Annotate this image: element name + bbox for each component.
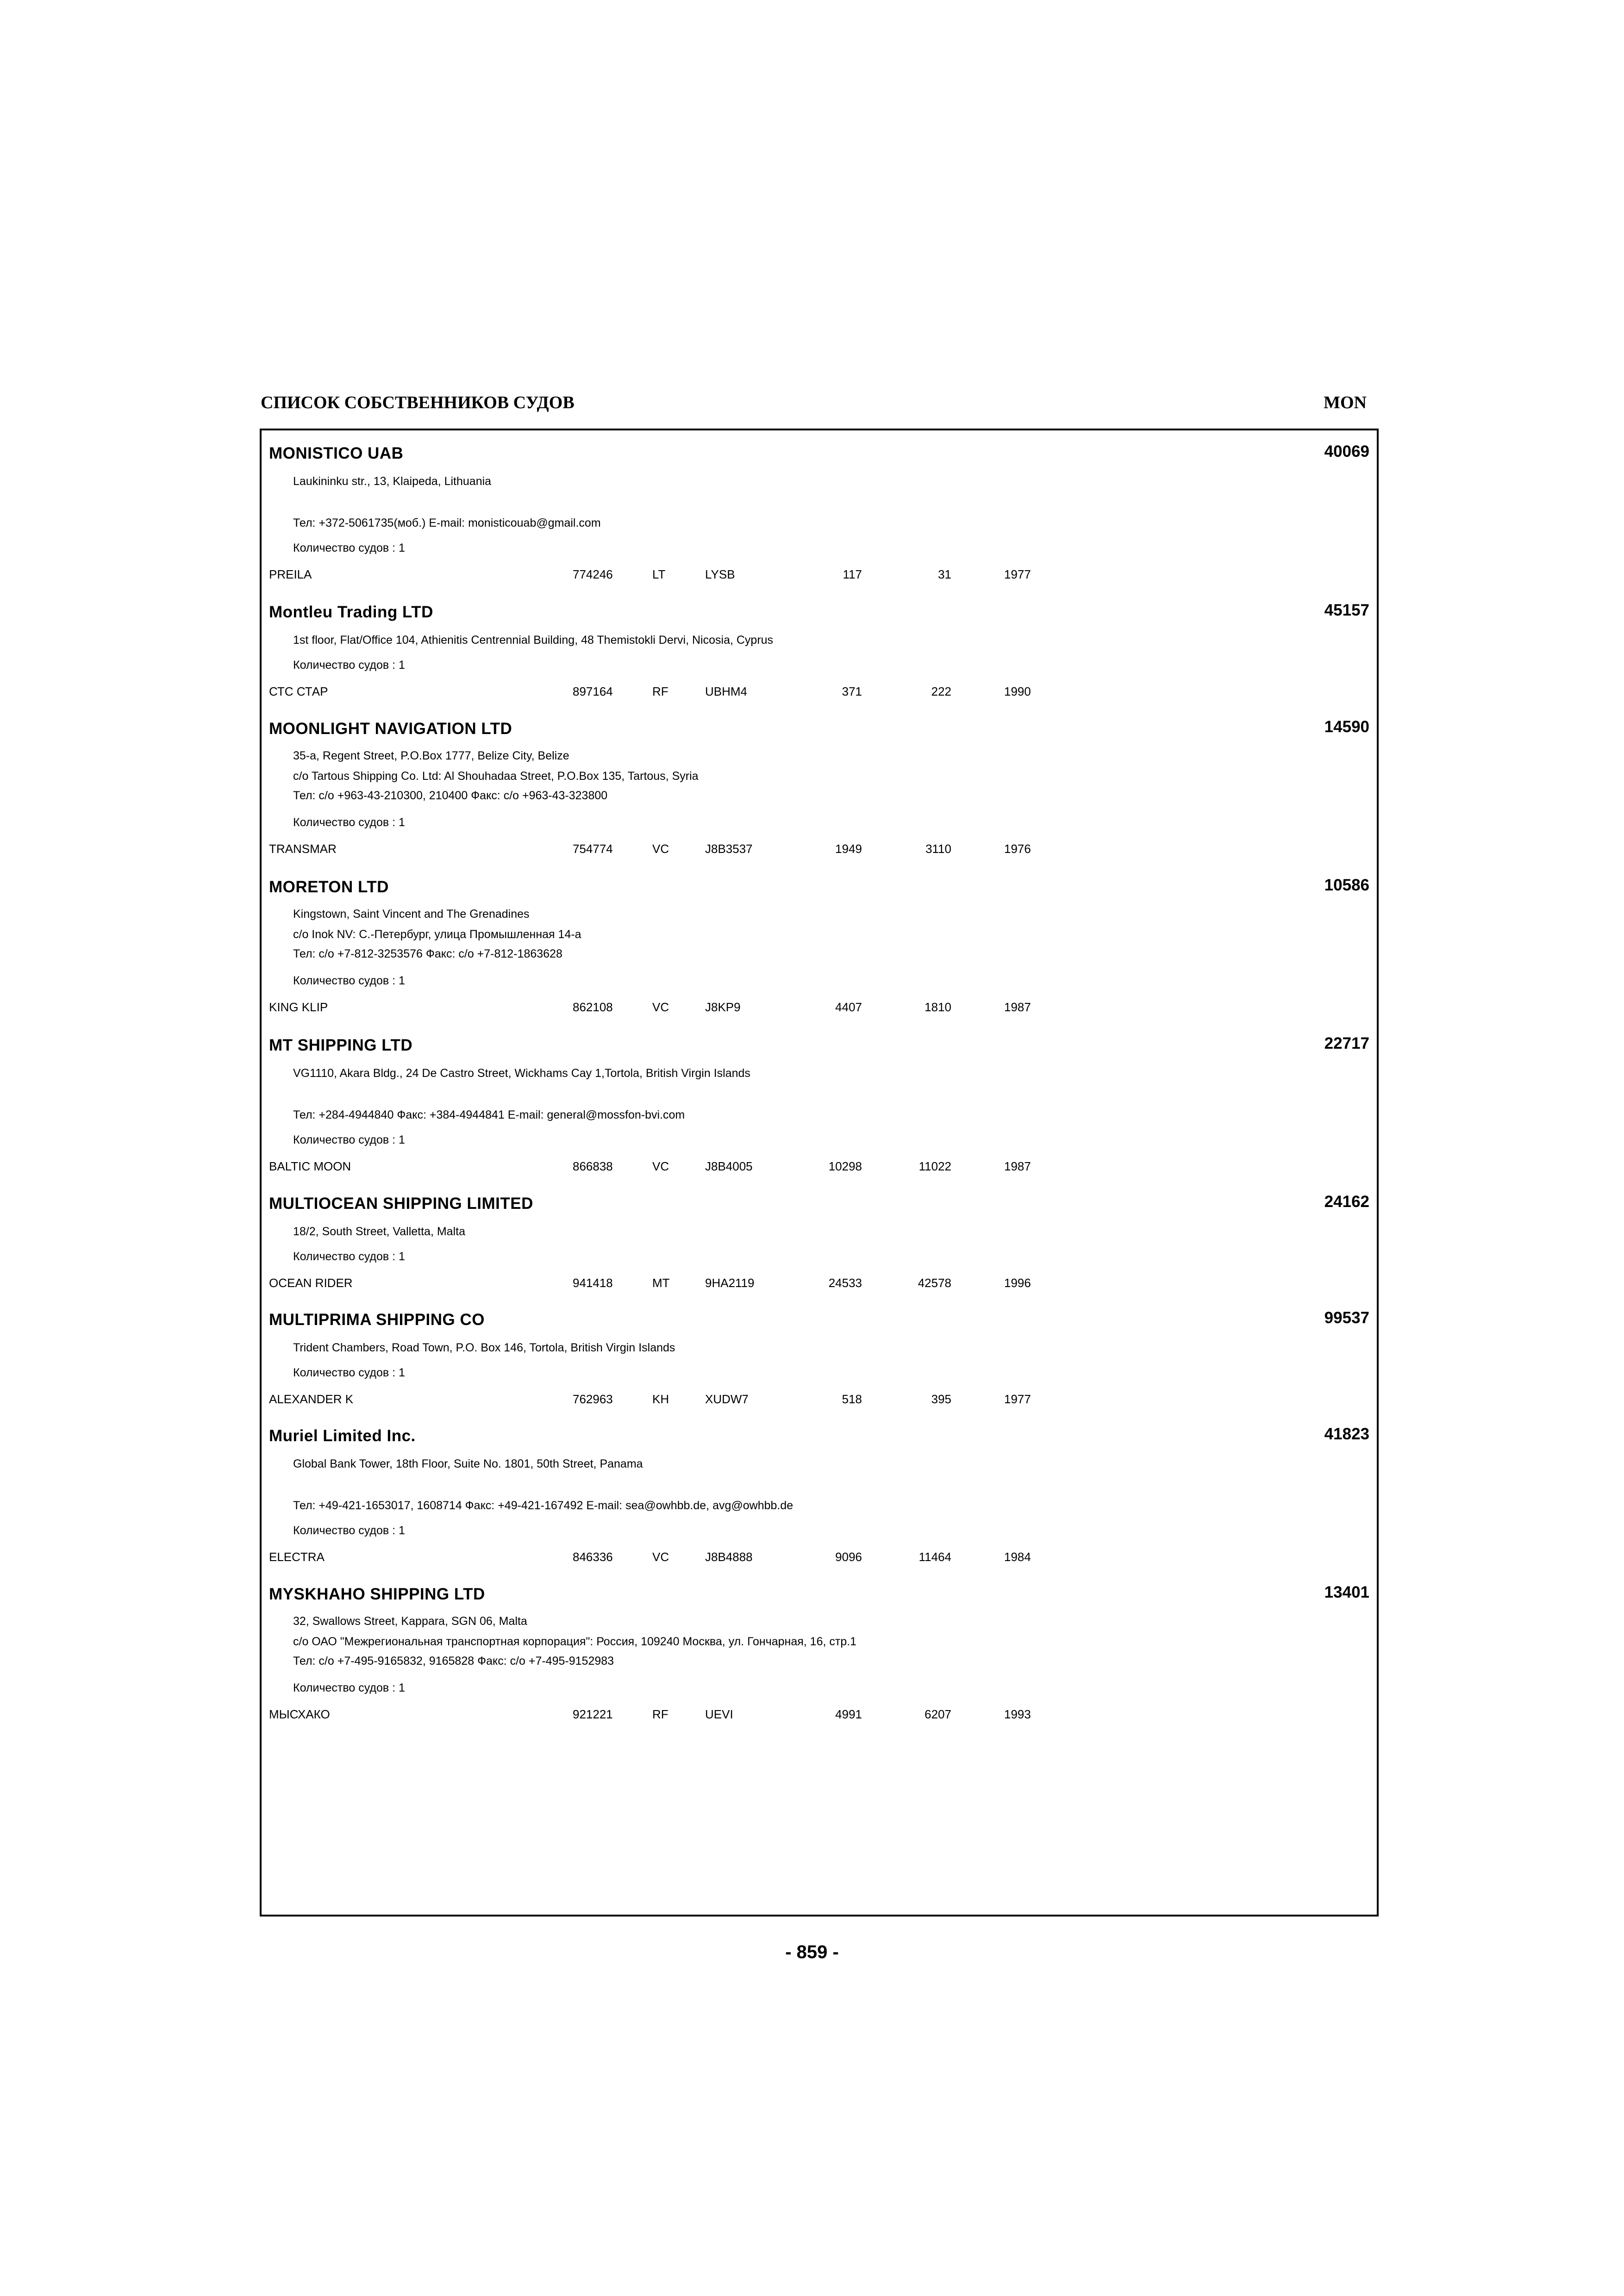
owner-name: Muriel Limited Inc. [269, 1427, 416, 1445]
ship-name: KING KLIP [269, 1000, 328, 1014]
ship-name: PREILA [269, 567, 312, 581]
owner-name: MOONLIGHT NAVIGATION LTD [269, 720, 512, 738]
ship-year: 1977 [1004, 1392, 1031, 1406]
page-number: - 859 - [785, 1942, 839, 1962]
owner-name: Montleu Trading LTD [269, 603, 433, 621]
ship-gt: 117 [843, 567, 862, 581]
owner-entry [262, 706, 1377, 863]
owner-contact: Тел: +372-5061735(моб.) E-mail: monisticouab@gmail.com [293, 516, 601, 529]
owner-address: 32, Swallows Street, Kappara, SGN 06, Malta [293, 1615, 527, 1628]
ship-dwt: 3110 [925, 842, 951, 856]
owner-code: 41823 [1324, 1425, 1369, 1443]
owners-frame [260, 429, 1379, 1916]
ship-name: СТС СТАР [269, 684, 328, 698]
owner-address: Trident Chambers, Road Town, P.O. Box 146, Tortola, British Virgin Islands [293, 1341, 675, 1354]
ship-flag: VC [652, 1550, 669, 1564]
owner-contact: Тел: +49-421-1653017, 1608714 Факс: +49-421-167492 E-mail: sea@owhbb.de, avg@owhbb.de [293, 1499, 793, 1512]
owner-address: Laukininku str., 13, Klaipeda, Lithuania [293, 475, 492, 488]
ship-year: 1990 [1004, 684, 1031, 698]
owner-address: 35-a, Regent Street, P.O.Box 1777, Belize City, Belize [293, 749, 569, 762]
ship-flag: MT [652, 1276, 670, 1290]
owner-code: 10586 [1324, 876, 1369, 894]
owner-code: 99537 [1324, 1309, 1369, 1327]
ship-flag: RF [652, 684, 668, 698]
ship-gt: 371 [842, 684, 862, 698]
ship-dwt: 395 [931, 1392, 951, 1406]
owner-agent: c/o Tartous Shipping Co. Ltd: Al Shouhadaa Street, P.O.Box 135, Tartous, Syria [293, 770, 699, 783]
ship-count: Количество судов : 1 [293, 1681, 405, 1694]
ship-imo: 862108 [573, 1000, 613, 1014]
ship-year: 1987 [1004, 1159, 1031, 1173]
owner-code: 45157 [1324, 601, 1369, 619]
ship-flag: VC [652, 842, 669, 856]
ship-imo: 921221 [573, 1707, 613, 1721]
owner-name: MULTIOCEAN SHIPPING LIMITED [269, 1195, 533, 1213]
ship-year: 1977 [1004, 567, 1031, 581]
owner-entry [262, 430, 1377, 581]
ship-name: ELECTRA [269, 1550, 325, 1564]
ship-name: OCEAN RIDER [269, 1276, 353, 1290]
owner-code: 40069 [1324, 442, 1369, 460]
ship-flag: VC [652, 1000, 669, 1014]
ship-callsign: J8B3537 [705, 842, 753, 856]
ship-gt: 4407 [835, 1000, 862, 1014]
ship-name: BALTIC MOON [269, 1159, 351, 1173]
ship-gt: 4991 [835, 1707, 862, 1721]
ship-dwt: 11022 [918, 1159, 951, 1173]
ship-dwt: 1810 [924, 1000, 951, 1014]
owner-address: 18/2, South Street, Valletta, Malta [293, 1225, 465, 1238]
owner-contact: Тел: c/o +7-495-9165832, 9165828 Факс: c/o +7-495-9152983 [293, 1655, 614, 1668]
ship-count: Количество судов : 1 [293, 541, 405, 554]
owner-code: 14590 [1324, 718, 1369, 736]
owner-address: Kingstown, Saint Vincent and The Grenadines [293, 908, 530, 921]
ship-gt: 24533 [828, 1276, 862, 1290]
ship-count: Количество судов : 1 [293, 659, 405, 672]
owner-agent: c/o ОАО "Межрегиональная транспортная корпорация": Россия, 109240 Москва, ул. Гончарная, 16, стр.1 [293, 1635, 857, 1648]
ship-flag: VC [652, 1159, 669, 1173]
owner-code: 13401 [1324, 1583, 1369, 1601]
owner-entry [262, 1413, 1377, 1570]
ship-count: Количество судов : 1 [293, 974, 405, 987]
ship-imo: 762963 [573, 1392, 613, 1406]
ship-imo: 754774 [573, 842, 613, 856]
ship-imo: 774246 [573, 567, 613, 581]
ship-imo: 866838 [573, 1159, 613, 1173]
ship-imo: 941418 [573, 1276, 613, 1290]
owner-entry [262, 1181, 1377, 1296]
page-header-section: MON [1324, 393, 1367, 412]
ship-callsign: J8KP9 [705, 1000, 741, 1014]
ship-count: Количество судов : 1 [293, 1524, 405, 1537]
owner-name: MONISTICO UAB [269, 444, 404, 462]
ship-name: ALEXANDER K [269, 1392, 354, 1406]
owner-contact: Тел: c/o +963-43-210300, 210400 Факс: c/o +963-43-323800 [293, 789, 608, 802]
ship-count: Количество судов : 1 [293, 1250, 405, 1263]
ship-dwt: 11464 [918, 1550, 951, 1564]
ship-callsign: LYSB [705, 567, 735, 581]
owner-entry [262, 1571, 1377, 1729]
owner-address: VG1110, Akara Bldg., 24 De Castro Street, Wickhams Cay 1,Tortola, British Virgin Islands [293, 1067, 750, 1080]
page-header-title: СПИСОК СОБСТВЕННИКОВ СУДОВ [261, 393, 575, 412]
ship-callsign: 9HA2119 [705, 1276, 755, 1290]
ship-flag: RF [652, 1707, 668, 1721]
ship-year: 1987 [1004, 1000, 1031, 1014]
ship-dwt: 31 [938, 567, 951, 581]
ship-callsign: J8B4005 [705, 1159, 753, 1173]
owner-contact: Тел: +284-4944840 Факс: +384-4944841 E-mail: general@mossfon-bvi.com [293, 1108, 685, 1121]
ship-gt: 10298 [828, 1159, 862, 1173]
ship-year: 1976 [1004, 842, 1031, 856]
ship-gt: 1949 [835, 842, 862, 856]
ship-flag: LT [652, 567, 666, 581]
ship-gt: 518 [842, 1392, 862, 1406]
ship-year: 1984 [1004, 1550, 1031, 1564]
owner-entry [262, 864, 1377, 1021]
owner-name: MULTIPRIMA SHIPPING CO [269, 1311, 485, 1329]
owner-agent: c/o Inok NV: С.-Петербург, улица Промышленная 14-а [293, 928, 581, 941]
ship-flag: KH [652, 1392, 669, 1406]
ship-name: МЫСХАКО [269, 1707, 330, 1721]
ship-count: Количество судов : 1 [293, 1133, 405, 1146]
ship-count: Количество судов : 1 [293, 1366, 405, 1379]
ship-year: 1996 [1004, 1276, 1031, 1290]
owner-contact: Тел: c/o +7-812-3253576 Факс: c/o +7-812-1863628 [293, 947, 562, 960]
owner-address: 1st floor, Flat/Office 104, Athienitis Centrennial Building, 48 Themistokli Dervi, Nicosia, Cyprus [293, 634, 774, 647]
ship-dwt: 42578 [918, 1276, 951, 1290]
owner-entry [262, 589, 1377, 705]
owner-address: Global Bank Tower, 18th Floor, Suite No. 1801, 50th Street, Panama [293, 1457, 643, 1470]
ship-callsign: J8B4888 [705, 1550, 753, 1564]
owner-code: 22717 [1324, 1034, 1369, 1052]
ship-dwt: 6207 [924, 1707, 951, 1721]
ship-name: TRANSMAR [269, 842, 337, 856]
ship-imo: 897164 [573, 684, 613, 698]
ship-imo: 846336 [573, 1550, 613, 1564]
owner-name: MT SHIPPING LTD [269, 1036, 413, 1054]
owner-name: MORETON LTD [269, 878, 389, 896]
ship-callsign: UEVI [705, 1707, 733, 1721]
ship-dwt: 222 [931, 684, 951, 698]
ship-count: Количество судов : 1 [293, 816, 405, 829]
ship-year: 1993 [1004, 1707, 1031, 1721]
ship-callsign: UBHM4 [705, 684, 748, 698]
owner-name: MYSKHAHO SHIPPING LTD [269, 1585, 485, 1603]
ship-callsign: XUDW7 [705, 1392, 749, 1406]
owner-code: 24162 [1324, 1193, 1369, 1211]
owner-entry [262, 1022, 1377, 1180]
owner-entry [262, 1297, 1377, 1412]
ship-gt: 9096 [835, 1550, 862, 1564]
